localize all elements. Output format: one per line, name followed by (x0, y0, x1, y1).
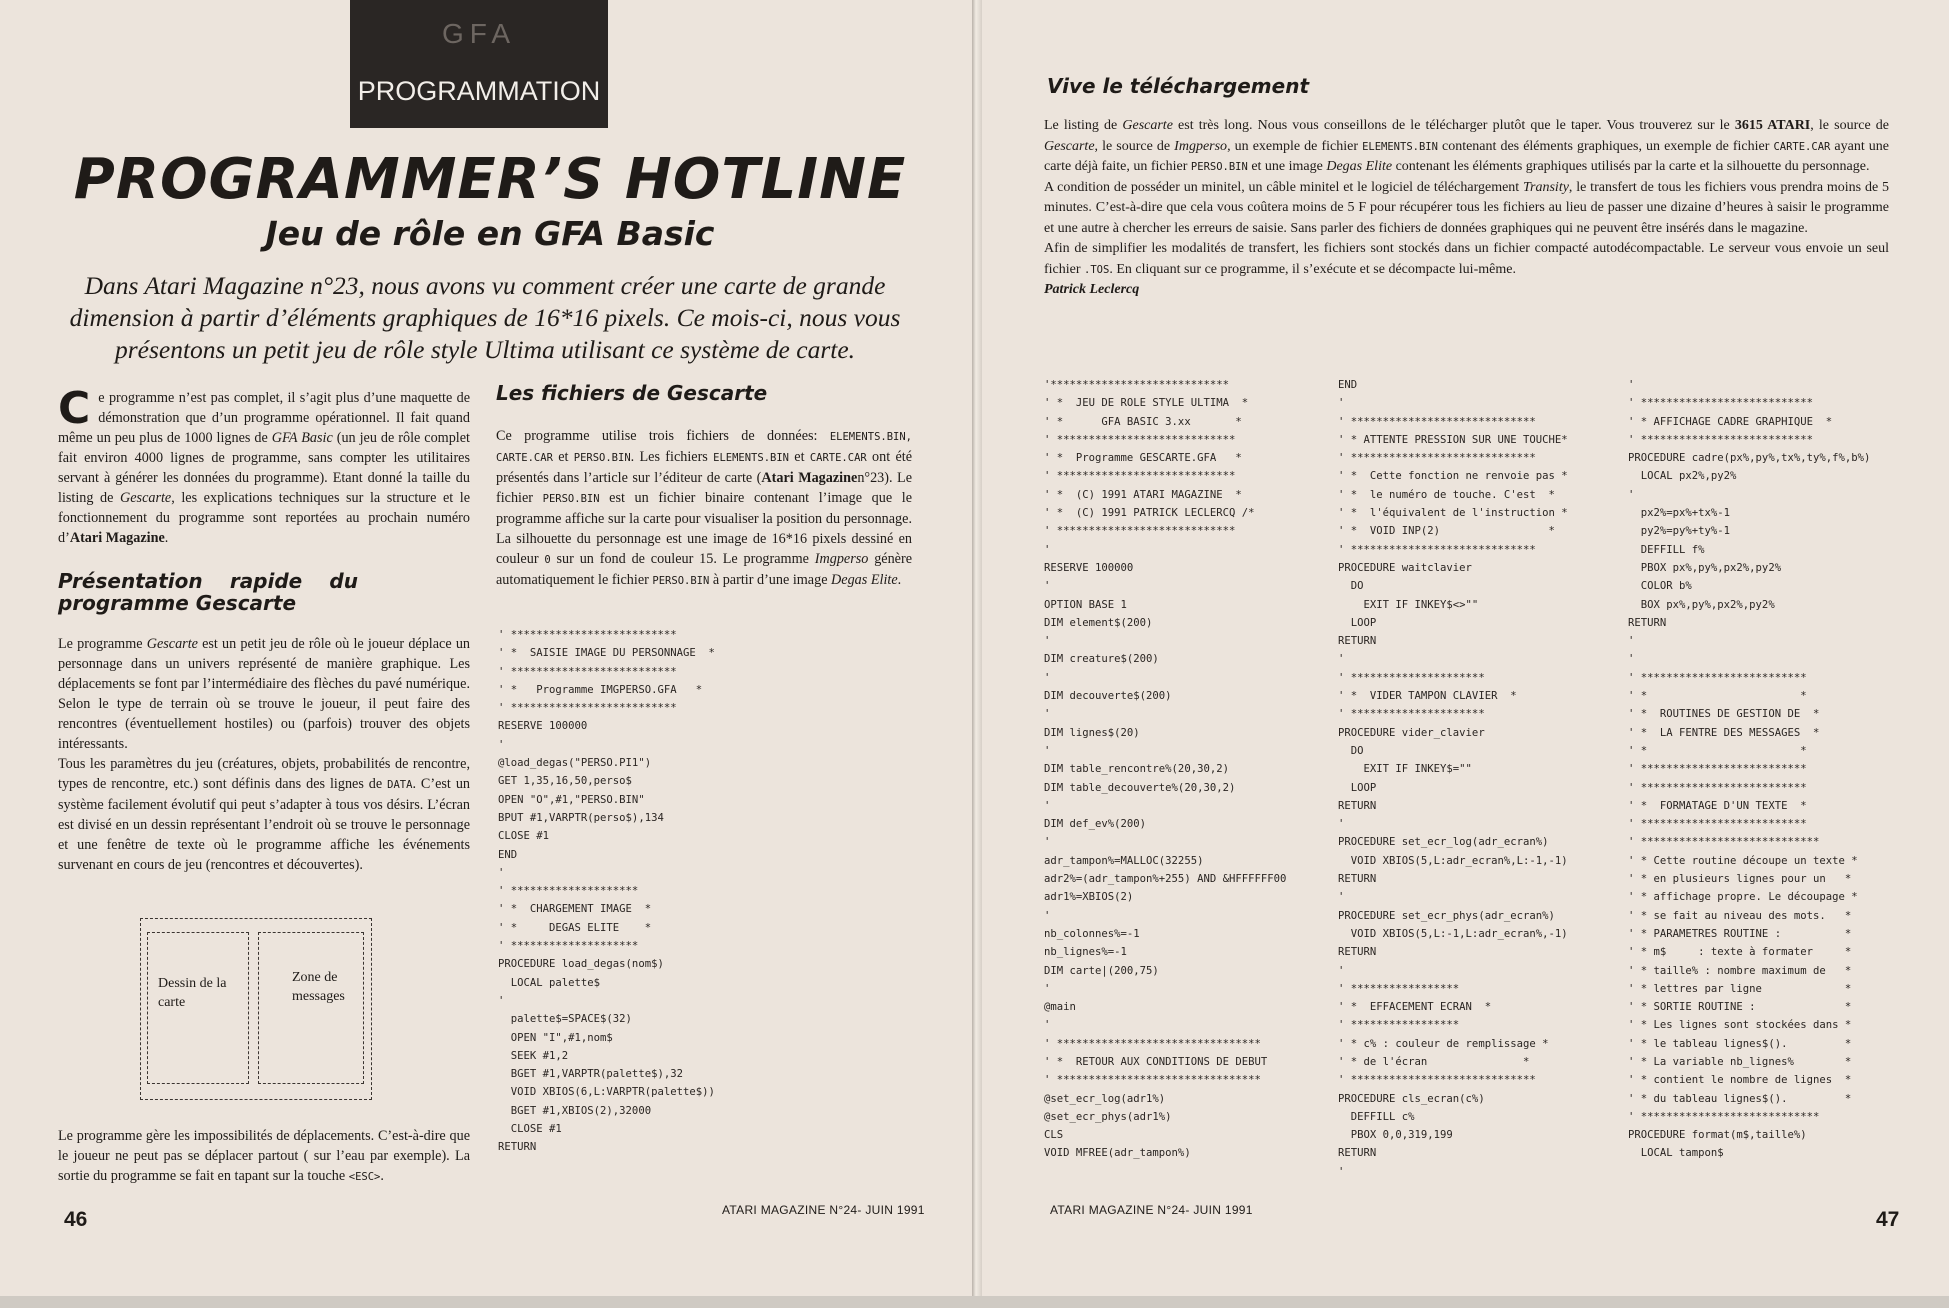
files-text-5b: n°23). Le fichier (496, 470, 912, 506)
left-page-number: 46 (64, 1208, 88, 1231)
tel-text-7: ayant une carte déjà faite, un fichier (1044, 138, 1890, 174)
p4-code: <ESC> (348, 1171, 381, 1183)
intro-paragraph (58, 383, 470, 548)
paragraph-movement (58, 1126, 470, 1187)
left-text-column (58, 383, 471, 875)
p2-text-2: est un petit jeu de rôle où le joueur déplace un personnage dans un univers représenté de manière graphique. Les déplacements se font par l’intermédiaire des flèches du pavé numérique. Selon le type de terrain où se trouve le joueur, il peut faire des rencontres (éventuellement hostiles) ou (parfois) trouver des objets intéressants. (58, 636, 471, 752)
intro-text: e programme n’est pas complet, il s’agit plus d’une maquette de démonstration que d’un programme opérationnel. Il fait quand même un peu plus de 1000 lignes de (58, 390, 470, 446)
tel-code-4: .TOS (1084, 263, 1110, 276)
section-heading-files: Les fichiers de Gescarte (496, 381, 768, 405)
tel-text-10: A condition de posséder un minitel, un câble minitel et le logiciel de téléchargement (1044, 179, 1524, 195)
files-code-4: CARTE.CAR (809, 452, 867, 464)
intro-text-2: (un jeu de rôle complet fait environ 4000 lignes de programme, sans compter les utilitaires servant à générer les données du programme). Etant donné la taille du listing de (58, 430, 470, 506)
diagram-map-label: Dessin de la carte (158, 976, 227, 1010)
paragraph-presentation (58, 634, 470, 754)
tel-italic-5: Transity (1523, 179, 1569, 195)
tel-code-2: CARTE.CAR (1773, 140, 1831, 153)
left-page (0, 0, 972, 1296)
files-text-3: . Les fichiers (630, 449, 714, 465)
tel-text-1: Le listing de (1044, 118, 1123, 133)
p4-text-2: . (380, 1168, 384, 1184)
code-listing-gescarte-3: ' ' *************************** ' * AFFICHAGE CADRE GRAPHIQUE * ' *************************** PROCEDURE cadre(px%,py%,tx%,ty%,f%,b%) LOCAL px2%,py2% ' px2%=px%+tx%-1 py2%=py%+ty%-1 DEFFILL f% PBOX px%,py%,px2%,py2% COLOR b% BOX px%,py%,px2%,py2% RETURN ' ' ' ************************** ' * * ' * ROUTINES DE GESTION DE * ' * LA FENTRE DES MESSAGES * ' * * ' ************************** ' ************************** ' * FORMATAGE D'UN TEXTE * ' ************************** ' **************************** ' * Cette routine découpe un texte * ' * en plusieurs lignes pour un * ' * affichage propre. Le découpage * ' * se fait au niveau des mots. * ' * PARAMETRES ROUTINE : * ' * m$ : texte à formater * ' * taille% : nombre maximum de * ' * lettres par ligne * ' * SORTIE ROUTINE : * ' * Les lignes sont stockées dans * ' * le tableau lignes$(). * ' * La variable nb_lignes% * ' * contient le nombre de lignes * ' * du tableau lignes$(). * ' **************************** PROCEDURE format(m$,taille%) LOCAL tampon$ (1628, 379, 1871, 1160)
p4-text: Le programme gère les impossibilités de déplacements. C’est-à-dire que le joueur ne peut pas se déplacer partout ( sur l’eau par exemple). La sortie du programme se fait en tapant sur la touche (58, 1128, 470, 1184)
files-italic-2: Degas Elite (831, 572, 898, 588)
files-code-6: 0 (544, 554, 551, 566)
diagram-message-frame (258, 932, 364, 1084)
files-italic-1: Imgperso (814, 551, 869, 567)
right-footer: ATARI MAGAZINE N°24- JUIN 1991 (1050, 1203, 1253, 1217)
intro-bold: Atari Magazine (69, 530, 165, 546)
screen-layout-diagram (140, 912, 376, 1104)
author-signature: Patrick Leclercq (1044, 282, 1140, 297)
p2-text: Le programme (58, 636, 147, 652)
files-text-6: est un fichier binaire contenant l’image que le programme affiche sur la carte pour visualiser la position du personnage. La silhouette du personnage est une image de 16*16 pixels dessiné en couleur (496, 490, 912, 567)
files-text-1: Ce programme utilise trois fichiers de données: (496, 428, 830, 444)
spine (972, 0, 982, 1308)
tel-italic-1: Gescarte (1122, 118, 1173, 133)
article-lead: Dans Atari Magazine n°23, nous avons vu comment créer une carte de grande dimension à partir d’éléments graphiques de 16*16 pixels. Ce mois-ci, nous vous présentons un petit jeu de rôle style Ultima utilisant ce système de carte. (69, 271, 901, 364)
telechargement-title: Vive le téléchargement (1047, 74, 1310, 98)
middle-text-column (496, 382, 912, 591)
paragraph-parameters (58, 754, 470, 875)
diagram-message-label: Zone de messages (292, 970, 345, 1004)
drop-cap: C (58, 383, 91, 434)
tel-bold-1: 3615 ATARI (1734, 118, 1811, 133)
telechargement-paragraph-2 (1044, 178, 1889, 240)
p2-italic: Gescarte (146, 636, 198, 652)
tel-code-3: PERSO.BIN (1190, 161, 1248, 173)
article-title: PROGRAMMER’S HOTLINE (73, 147, 907, 212)
files-text-4: et (788, 449, 810, 465)
p3-text: Tous les paramètres du jeu (créatures, objets, probabilités de rencontre, types de rencontre, etc.) sont définis dans des lignes de (58, 756, 470, 792)
intro-text-3: , les explications techniques sur la structure et le fonctionnement du programme sont reportées au prochain numéro d’ (58, 490, 470, 546)
bottom-edge (0, 1296, 1949, 1308)
intro-italic-2: Gescarte (120, 490, 172, 506)
files-code-5: PERSO.BIN (542, 493, 600, 505)
telechargement-paragraph-1 (1044, 116, 1889, 178)
files-code-2: PERSO.BIN (573, 452, 631, 464)
telechargement-body (1044, 116, 1889, 301)
code-listing-imgperso: ' ************************** ' * SAISIE IMAGE DU PERSONNAGE * ' ************************** ' * Programme IMGPERSO.GFA * ' ************************** RESERVE 100000 ' @load_degas("PERSO.PI1") GET 1,35,16,50,perso$ OPEN "O",#1,"PERSO.BIN" BPUT #1,VARPTR(perso$),134 CLOSE #1 END ' ' ******************** ' * CHARGEMENT IMAGE * ' * DEGAS ELITE * ' ******************** PROCEDURE load_degas(nom$) LOCAL palette$ ' palette$=SPACE$(32) OPEN "I",#1,nom$ SEEK #1,2 BGET #1,VARPTR(palette$),32 VOID XBIOS(6,L:VARPTR(palette$)) BGET #1,XBIOS(2),32000 CLOSE #1 RETURN (498, 629, 715, 1154)
tel-text-11: , le transfert de tous les fichiers vous prendra moins de 5 minutes. C’est-à-dire que cela vous coûtera moins de 5 F pour récupérer tous les fichiers au lieu de passer une dizaine d’heures à saisir le programme et une autre à chercher les erreurs de saisie. Sans parler des fichiers de données graphiques qui ne peuvent être insérés dans le magazine. (1044, 179, 1889, 236)
tel-text-6: contenant des éléments graphiques, un exemple de fichier (1437, 138, 1774, 154)
tel-text-12: Afin de simplifier les modalités de transfert, les fichiers sont stockés dans un fichier compacté autodécompactable. Le serveur vous envoie un seul fichier (1044, 241, 1889, 277)
section-heading-presentation: Présentation rapide du programme Gescarte (58, 569, 358, 615)
article-subtitle: Jeu de rôle en GFA Basic (265, 214, 715, 253)
files-text-5: ont été présentés dans l’article sur l’éditeur de carte ( (496, 449, 912, 486)
right-page-number: 47 (1876, 1208, 1900, 1231)
tel-text-9: contenant les éléments graphiques utilisés par la carte et la silhouette du personnage. (1392, 159, 1870, 174)
files-text-9: à partir d’une image (709, 572, 832, 588)
right-page (982, 0, 1949, 1296)
section-label: PROGRAMMATION (357, 76, 601, 106)
p3-code: DATA (387, 779, 413, 791)
files-code-1: ELEMENTS.BIN, CARTE.CAR (496, 431, 912, 464)
section-faint-label: GFA (441, 18, 516, 49)
files-code-3: ELEMENTS.BIN (713, 452, 789, 464)
tel-code-1: ELEMENTS.BIN (1362, 140, 1438, 153)
telechargement-paragraph-3 (1044, 239, 1889, 280)
left-footer: ATARI MAGAZINE N°24- JUIN 1991 (722, 1203, 925, 1217)
left-bottom-paragraph (58, 1126, 470, 1187)
files-bold-1: Atari Magazine (761, 470, 858, 486)
tel-text-3: , le source de (1810, 118, 1890, 133)
tel-text-8: et une image (1247, 159, 1327, 174)
files-code-7: PERSO.BIN (652, 575, 710, 587)
tel-italic-3: Imgperso (1174, 138, 1228, 154)
code-listing-gescarte-2: END ' ' ***************************** ' * ATTENTE PRESSION SUR UNE TOUCHE* ' ***************************** ' * Cette fonction ne renvoie pas * ' * le numéro de touche. C'est * ' * l'équivalent de l'instruction * ' * VOID INP(2) * ' ***************************** PROCEDURE waitclavier DO EXIT IF INKEY$<>"" LOOP RETURN ' ' ********************* ' * VIDER TAMPON CLAVIER * ' ********************* PROCEDURE vider_clavier DO EXIT IF INKEY$="" LOOP RETURN ' PROCEDURE set_ecr_log(adr_ecran%) VOID XBIOS(5,L:adr_ecran%,L:-1,-1) RETURN ' PROCEDURE set_ecr_phys(adr_ecran%) VOID XBIOS(5,L:-1,L:adr_ecran%,-1) RETURN ' ' ***************** ' * EFFACEMENT ECRAN * ' ***************** ' * c% : couleur de remplissage * ' * de l'écran * ' ***************************** PROCEDURE cls_ecran(c%) DEFFILL c% PBOX 0,0,319,199 RETURN ' (1338, 379, 1568, 1178)
tel-italic-2: Gescarte (1044, 138, 1095, 154)
tel-text-13: . En cliquant sur ce programme, il s’exécute et se décompacte lui-même. (1109, 261, 1516, 277)
tel-text-5: , un exemple de fichier (1227, 138, 1363, 154)
tel-italic-4: Degas Elite (1326, 159, 1393, 174)
files-text-2: et (552, 449, 574, 465)
code-listing-gescarte-1: '**************************** ' * JEU DE ROLE STYLE ULTIMA * ' * GFA BASIC 3.xx * ' **************************** ' * Programme GESCARTE.GFA * ' **************************** ' * (C) 1991 ATARI MAGAZINE * ' * (C) 1991 PATRICK LECLERCQ /* ' **************************** ' RESERVE 100000 ' OPTION BASE 1 DIM element$(200) ' DIM creature$(200) ' DIM decouverte$(200) ' DIM lignes$(20) ' DIM table_rencontre%(20,30,2) DIM table_decouverte%(20,30,2) ' DIM def_ev%(200) ' adr_tampon%=MALLOC(32255) adr2%=(adr_tampon%+255) AND &HFFFFFF00 adr1%=XBIOS(2) ' nb_colonnes%=-1 nb_lignes%=-1 DIM carte|(200,75) ' @main ' ' ******************************** ' * RETOUR AUX CONDITIONS DE DEBUT ' ******************************** @set_ecr_log(adr1%) @set_ecr_phys(adr1%) CLS VOID MFREE(adr_tampon%) (1044, 379, 1287, 1160)
files-text-8: génère automatiquement le fichier (496, 551, 912, 588)
tel-text-4: , le source de (1094, 138, 1175, 154)
section-tab (350, 0, 608, 128)
intro-italic: GFA Basic (271, 430, 333, 446)
files-text-7: sur un fond de couleur 15. Le programme (550, 551, 815, 567)
p3-text-2: . C’est un système facilement évolutif qui peut s’adapter à tous vos désirs. L’écran est divisé en un dessin représentant l’endroit où se trouve le personnage et une fenêtre de texte où le programme affiche les événements survenant en cours de jeu (rencontres et découvertes). (58, 776, 471, 873)
intro-end: . (164, 530, 169, 546)
tel-text-2: est très long. Nous vous conseillons de le télécharger plutôt que le taper. Vous trouverez sur le (1172, 118, 1735, 133)
files-text-10: . (897, 572, 902, 588)
paragraph-files (496, 426, 912, 591)
